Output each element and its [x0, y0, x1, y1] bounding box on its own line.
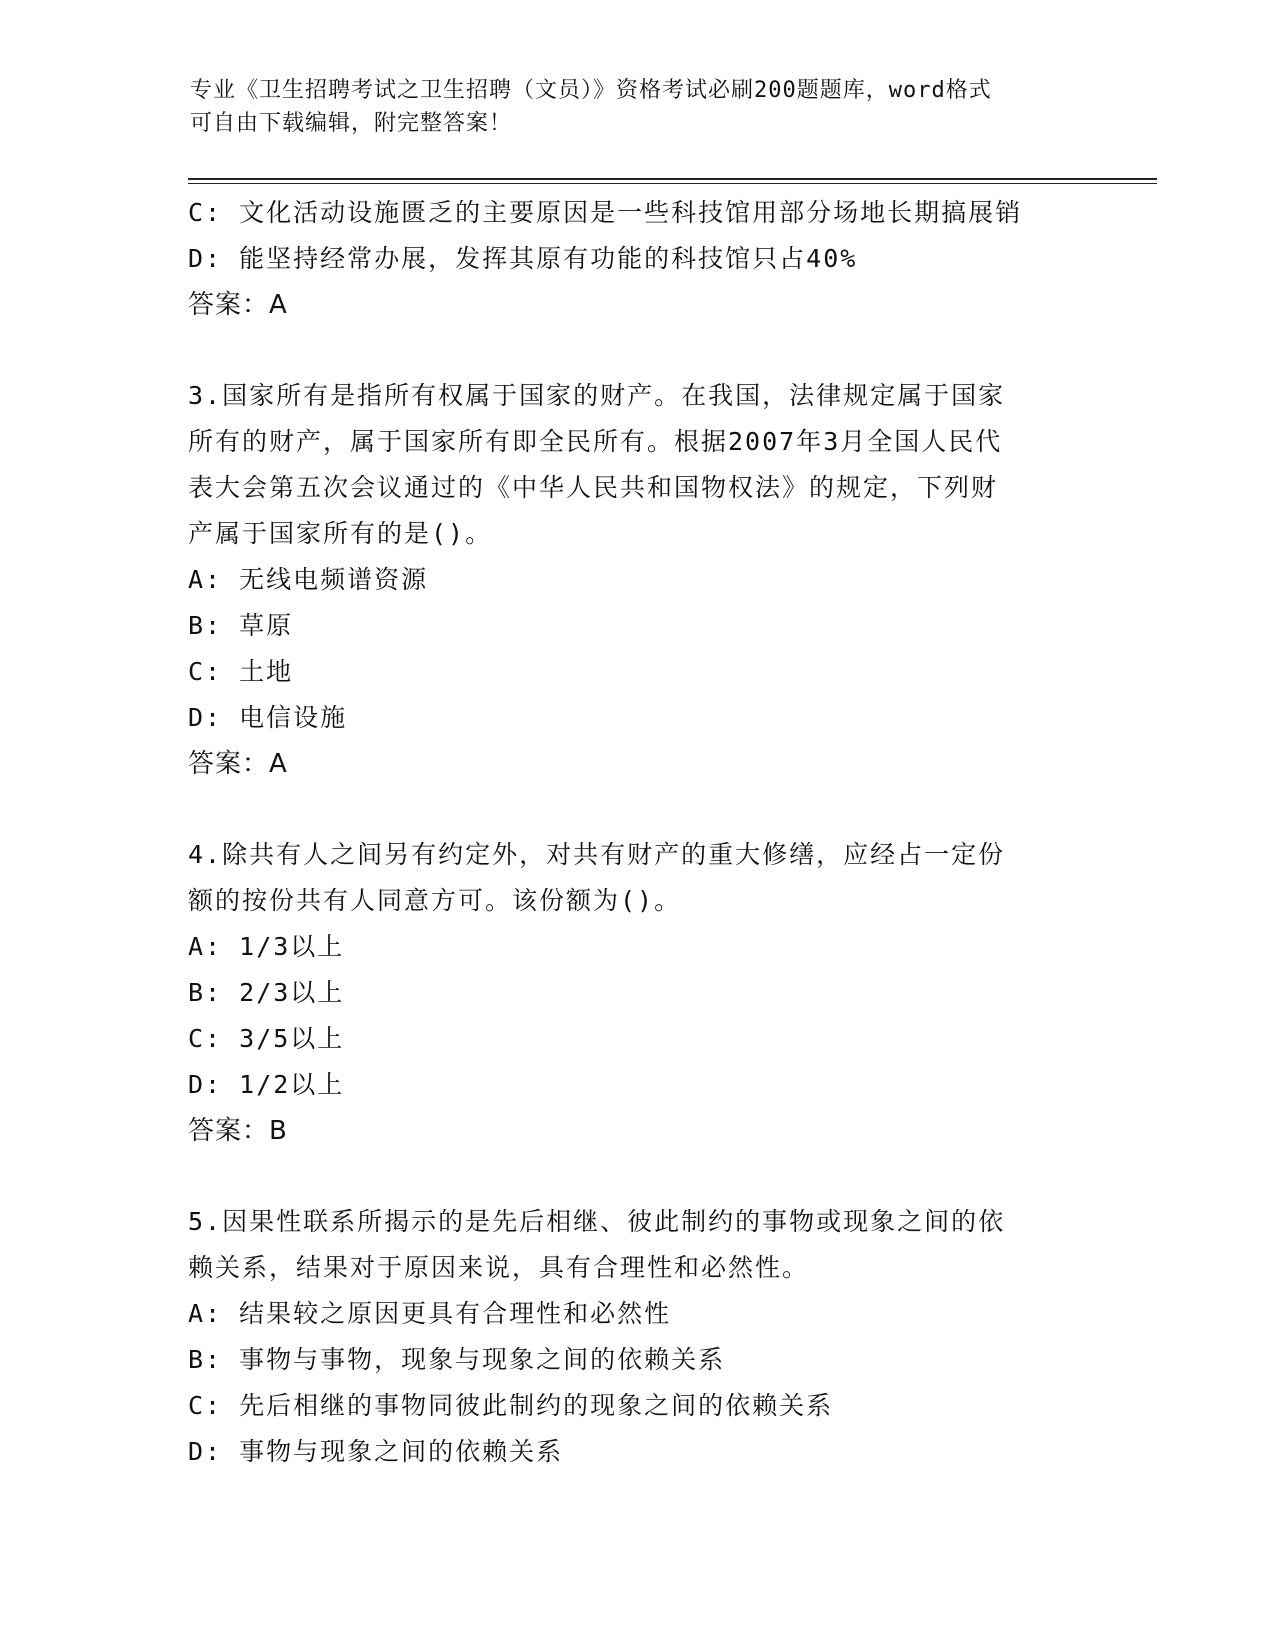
question-4 — [188, 832, 1088, 1154]
q5-stem-line-1: 5.因果性联系所揭示的是先后相继、彼此制约的事物或现象之间的依 — [188, 1207, 1006, 1236]
q2-option-d: D: 能坚持经常办展，发挥其原有功能的科技馆只占40% — [188, 244, 858, 273]
document-header — [190, 74, 1090, 140]
header-line-1: 专业《卫生招聘考试之卫生招聘（文员）》资格考试必刷200题题库，word格式 — [190, 78, 992, 103]
q3-answer: 答案：A — [188, 749, 288, 779]
question-content — [188, 190, 1088, 1475]
q3-option-c: C: 土地 — [188, 657, 294, 686]
q2-option-c: C: 文化活动设施匮乏的主要原因是一些科技馆用部分场地长期搞展销 — [188, 198, 1023, 227]
q2-answer: 答案：A — [188, 290, 288, 320]
q5-option-d: D: 事物与现象之间的依赖关系 — [188, 1437, 564, 1466]
header-divider-thick — [188, 178, 1157, 180]
q4-option-d: D: 1/2以上 — [188, 1070, 345, 1099]
question-2-tail — [188, 190, 1088, 328]
spacer — [188, 787, 1088, 832]
question-3 — [188, 373, 1088, 787]
q3-option-a: A: 无线电频谱资源 — [188, 565, 429, 594]
spacer — [188, 1154, 1088, 1199]
header-divider-thin — [188, 183, 1157, 184]
q4-answer: 答案：B — [188, 1116, 288, 1146]
q3-stem-line-3: 表大会第五次会议通过的《中华人民共和国物权法》的规定，下列财 — [188, 473, 999, 502]
q4-option-b: B: 2/3以上 — [188, 978, 345, 1007]
q4-option-a: A: 1/3以上 — [188, 932, 345, 961]
header-line-2: 可自由下载编辑，附完整答案！ — [190, 111, 513, 136]
q3-stem-line-1: 3.国家所有是指所有权属于国家的财产。在我国，法律规定属于国家 — [188, 381, 1006, 410]
q5-option-b: B: 事物与事物，现象与现象之间的依赖关系 — [188, 1345, 726, 1374]
q5-stem-line-2: 赖关系，结果对于原因来说，具有合理性和必然性。 — [188, 1253, 810, 1282]
q5-option-c: C: 先后相继的事物同彼此制约的现象之间的依赖关系 — [188, 1391, 834, 1420]
question-5 — [188, 1199, 1088, 1475]
q5-option-a: A: 结果较之原因更具有合理性和必然性 — [188, 1299, 672, 1328]
q3-stem-line-4: 产属于国家所有的是()。 — [188, 519, 493, 548]
q4-option-c: C: 3/5以上 — [188, 1024, 345, 1053]
spacer — [188, 328, 1088, 373]
q3-option-d: D: 电信设施 — [188, 703, 348, 732]
q3-stem-line-2: 所有的财产，属于国家所有即全民所有。根据2007年3月全国人民代 — [188, 427, 1003, 456]
q4-stem-line-2: 额的按份共有人同意方可。该份额为()。 — [188, 886, 682, 915]
q4-stem-line-1: 4.除共有人之间另有约定外，对共有财产的重大修缮，应经占一定份 — [188, 840, 1006, 869]
q3-option-b: B: 草原 — [188, 611, 294, 640]
